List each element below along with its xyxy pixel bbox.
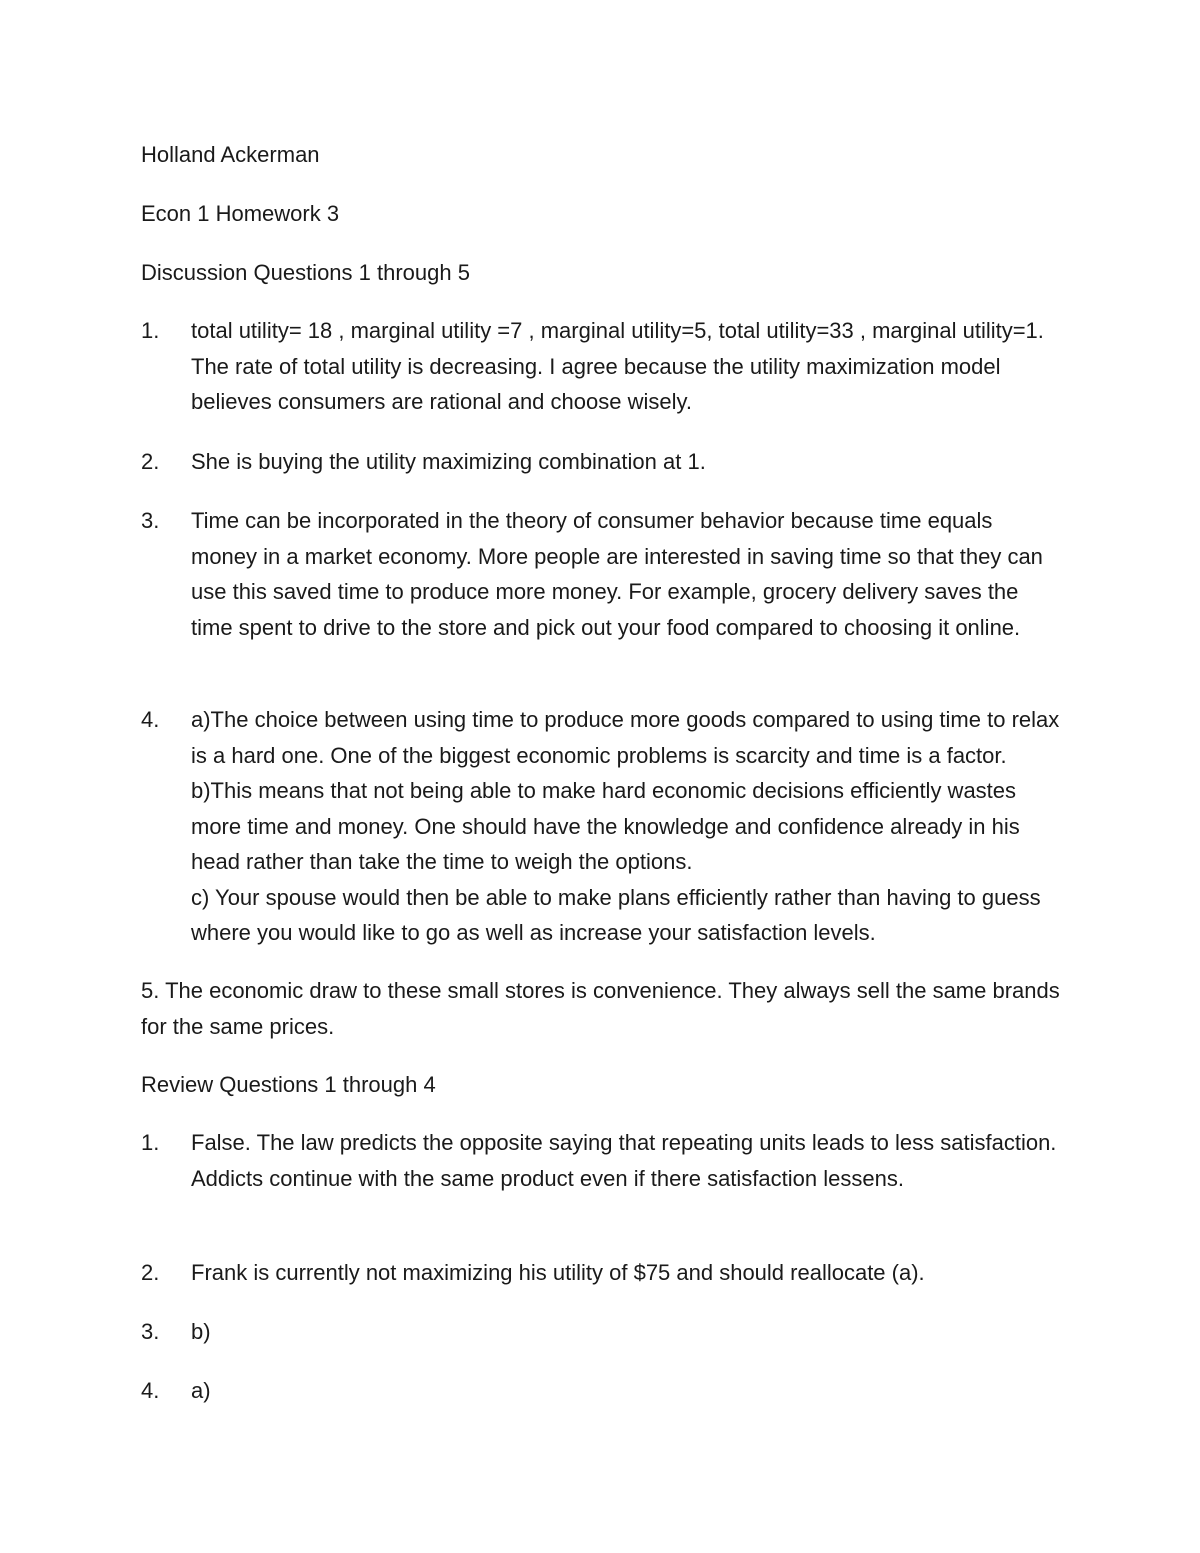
item-number: 4. [141, 1378, 160, 1403]
item-text: Frank is currently not maximizing his utility of $75 and should reallocate (a). [191, 1260, 925, 1285]
item-text-part-c: c) Your spouse would then be able to make plans efficiently rather than having to guess where you would like to go as well as increase your satisfaction levels. [191, 884, 1041, 945]
item-text: She is buying the utility maximizing combination at 1. [191, 449, 706, 474]
item-text: False. The law predicts the opposite saying that repeating units leads to less satisfaction. Addicts continue with the same product even if there satisfaction lessens. [191, 1130, 1057, 1191]
item-number: 2. [141, 1260, 160, 1285]
discussion-item-3 [141, 503, 1061, 645]
discussion-heading: Discussion Questions 1 through 5 [141, 260, 470, 285]
review-item-4 [141, 1373, 1061, 1409]
item-number: 2. [141, 449, 160, 474]
review-item-2 [141, 1255, 1061, 1291]
item-text: a)The choice between using time to produce more goods compared to using time to relax is a hard one. One of the biggest economic problems is scarcity and time is a factor. b)This means that not being able to make hard economic decisions efficiently wastes more time and money. One should have the knowledge and confidence already in his head rather than take the time to weigh the options. [191, 707, 1060, 874]
discussion-item-5: 5. The economic draw to these small stores is convenience. They always sell the same brands for the same prices. [141, 978, 1060, 1039]
item-number: 3. [141, 508, 160, 533]
discussion-item-4 [141, 702, 1061, 951]
item-number: 1. [141, 1130, 160, 1155]
item-text-block [191, 702, 1061, 951]
discussion-item-1 [141, 313, 1061, 420]
item-number: 3. [141, 1319, 160, 1344]
item-number: 4. [141, 707, 160, 732]
review-item-1 [141, 1125, 1061, 1196]
item-text: a) [191, 1378, 211, 1403]
author-name: Holland Ackerman [141, 142, 320, 167]
review-item-3 [141, 1314, 1061, 1350]
review-heading: Review Questions 1 through 4 [141, 1072, 436, 1097]
item-text: b) [191, 1319, 211, 1344]
discussion-item-2 [141, 444, 1061, 480]
item-text: total utility= 18 , marginal utility =7 , marginal utility=5, total utility=33 , marginal utility=1. The rate of total utility is decreasing. I agree because the utility maximization model believes consumers are rational and choose wisely. [191, 318, 1044, 414]
item-text: Time can be incorporated in the theory of consumer behavior because time equals money in a market economy. More people are interested in saving time so that they can use this saved time to produce more money. For example, grocery delivery saves the time spent to drive to the store and pick out your food compared to choosing it online. [191, 508, 1043, 640]
course-title: Econ 1 Homework 3 [141, 201, 340, 226]
item-number: 1. [141, 318, 160, 343]
